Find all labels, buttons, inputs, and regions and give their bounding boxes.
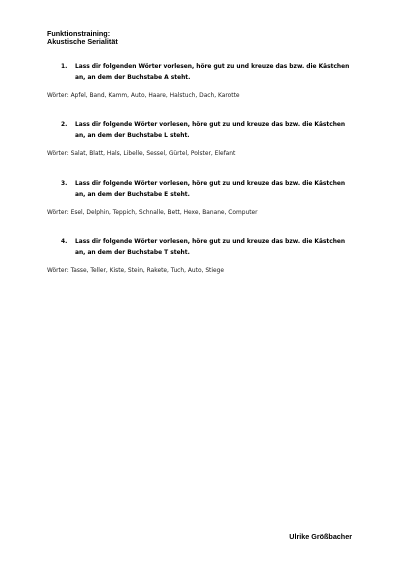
task-word-list: Wörter: Salat, Blatt, Hals, Libelle, Sessel, Gürtel, Polster, Elefant [47, 151, 236, 157]
task-instruction-line: an, an dem der Buchstabe A steht. [75, 75, 191, 81]
task-instruction-line: an, an dem der Buchstabe E steht. [75, 192, 190, 198]
task-instruction-line: an, an dem der Buchstabe L steht. [75, 133, 190, 139]
task-1 [47, 62, 367, 100]
task-instruction-line: an, an dem der Buchstabe T steht. [75, 250, 190, 256]
task-instruction [47, 62, 360, 84]
task-4 [47, 237, 367, 275]
footer-author: Ulrike Größbacher [289, 532, 352, 541]
task-instruction [47, 120, 360, 142]
task-word-list: Wörter: Tasse, Teller, Kiste, Stein, Rakete, Tuch, Auto, Stiege [47, 268, 224, 274]
task-number: 1. [61, 64, 68, 70]
header-subtitle: Akustische Serialität [47, 37, 118, 47]
header-title: Funktionstraining: [47, 29, 111, 38]
task-number: 3. [61, 181, 68, 187]
document-header [47, 30, 118, 47]
task-instruction-line: Lass dir folgende Wörter vorlesen, höre gut zu und kreuze das bzw. die Kästchen [75, 181, 346, 187]
task-word-list: Wörter: Apfel, Band, Kamm, Auto, Haare, Halstuch, Dach, Karotte [47, 93, 240, 99]
task-instruction-line: Lass dir folgenden Wörter vorlesen, höre gut zu und kreuze das bzw. die Kästchen [75, 64, 350, 70]
task-instruction-line: Lass dir folgende Wörter vorlesen, höre gut zu und kreuze das bzw. die Kästchen [75, 239, 346, 245]
task-word-list: Wörter: Esel, Delphin, Teppich, Schnalle, Bett, Hexe, Banane, Computer [47, 210, 258, 216]
task-instruction [47, 237, 360, 259]
task-2 [47, 120, 367, 158]
task-instruction-line: Lass dir folgende Wörter vorlesen, höre gut zu und kreuze das bzw. die Kästchen [75, 122, 346, 128]
task-3 [47, 179, 367, 217]
task-number: 4. [61, 239, 68, 245]
task-instruction [47, 179, 360, 201]
task-number: 2. [61, 122, 68, 128]
